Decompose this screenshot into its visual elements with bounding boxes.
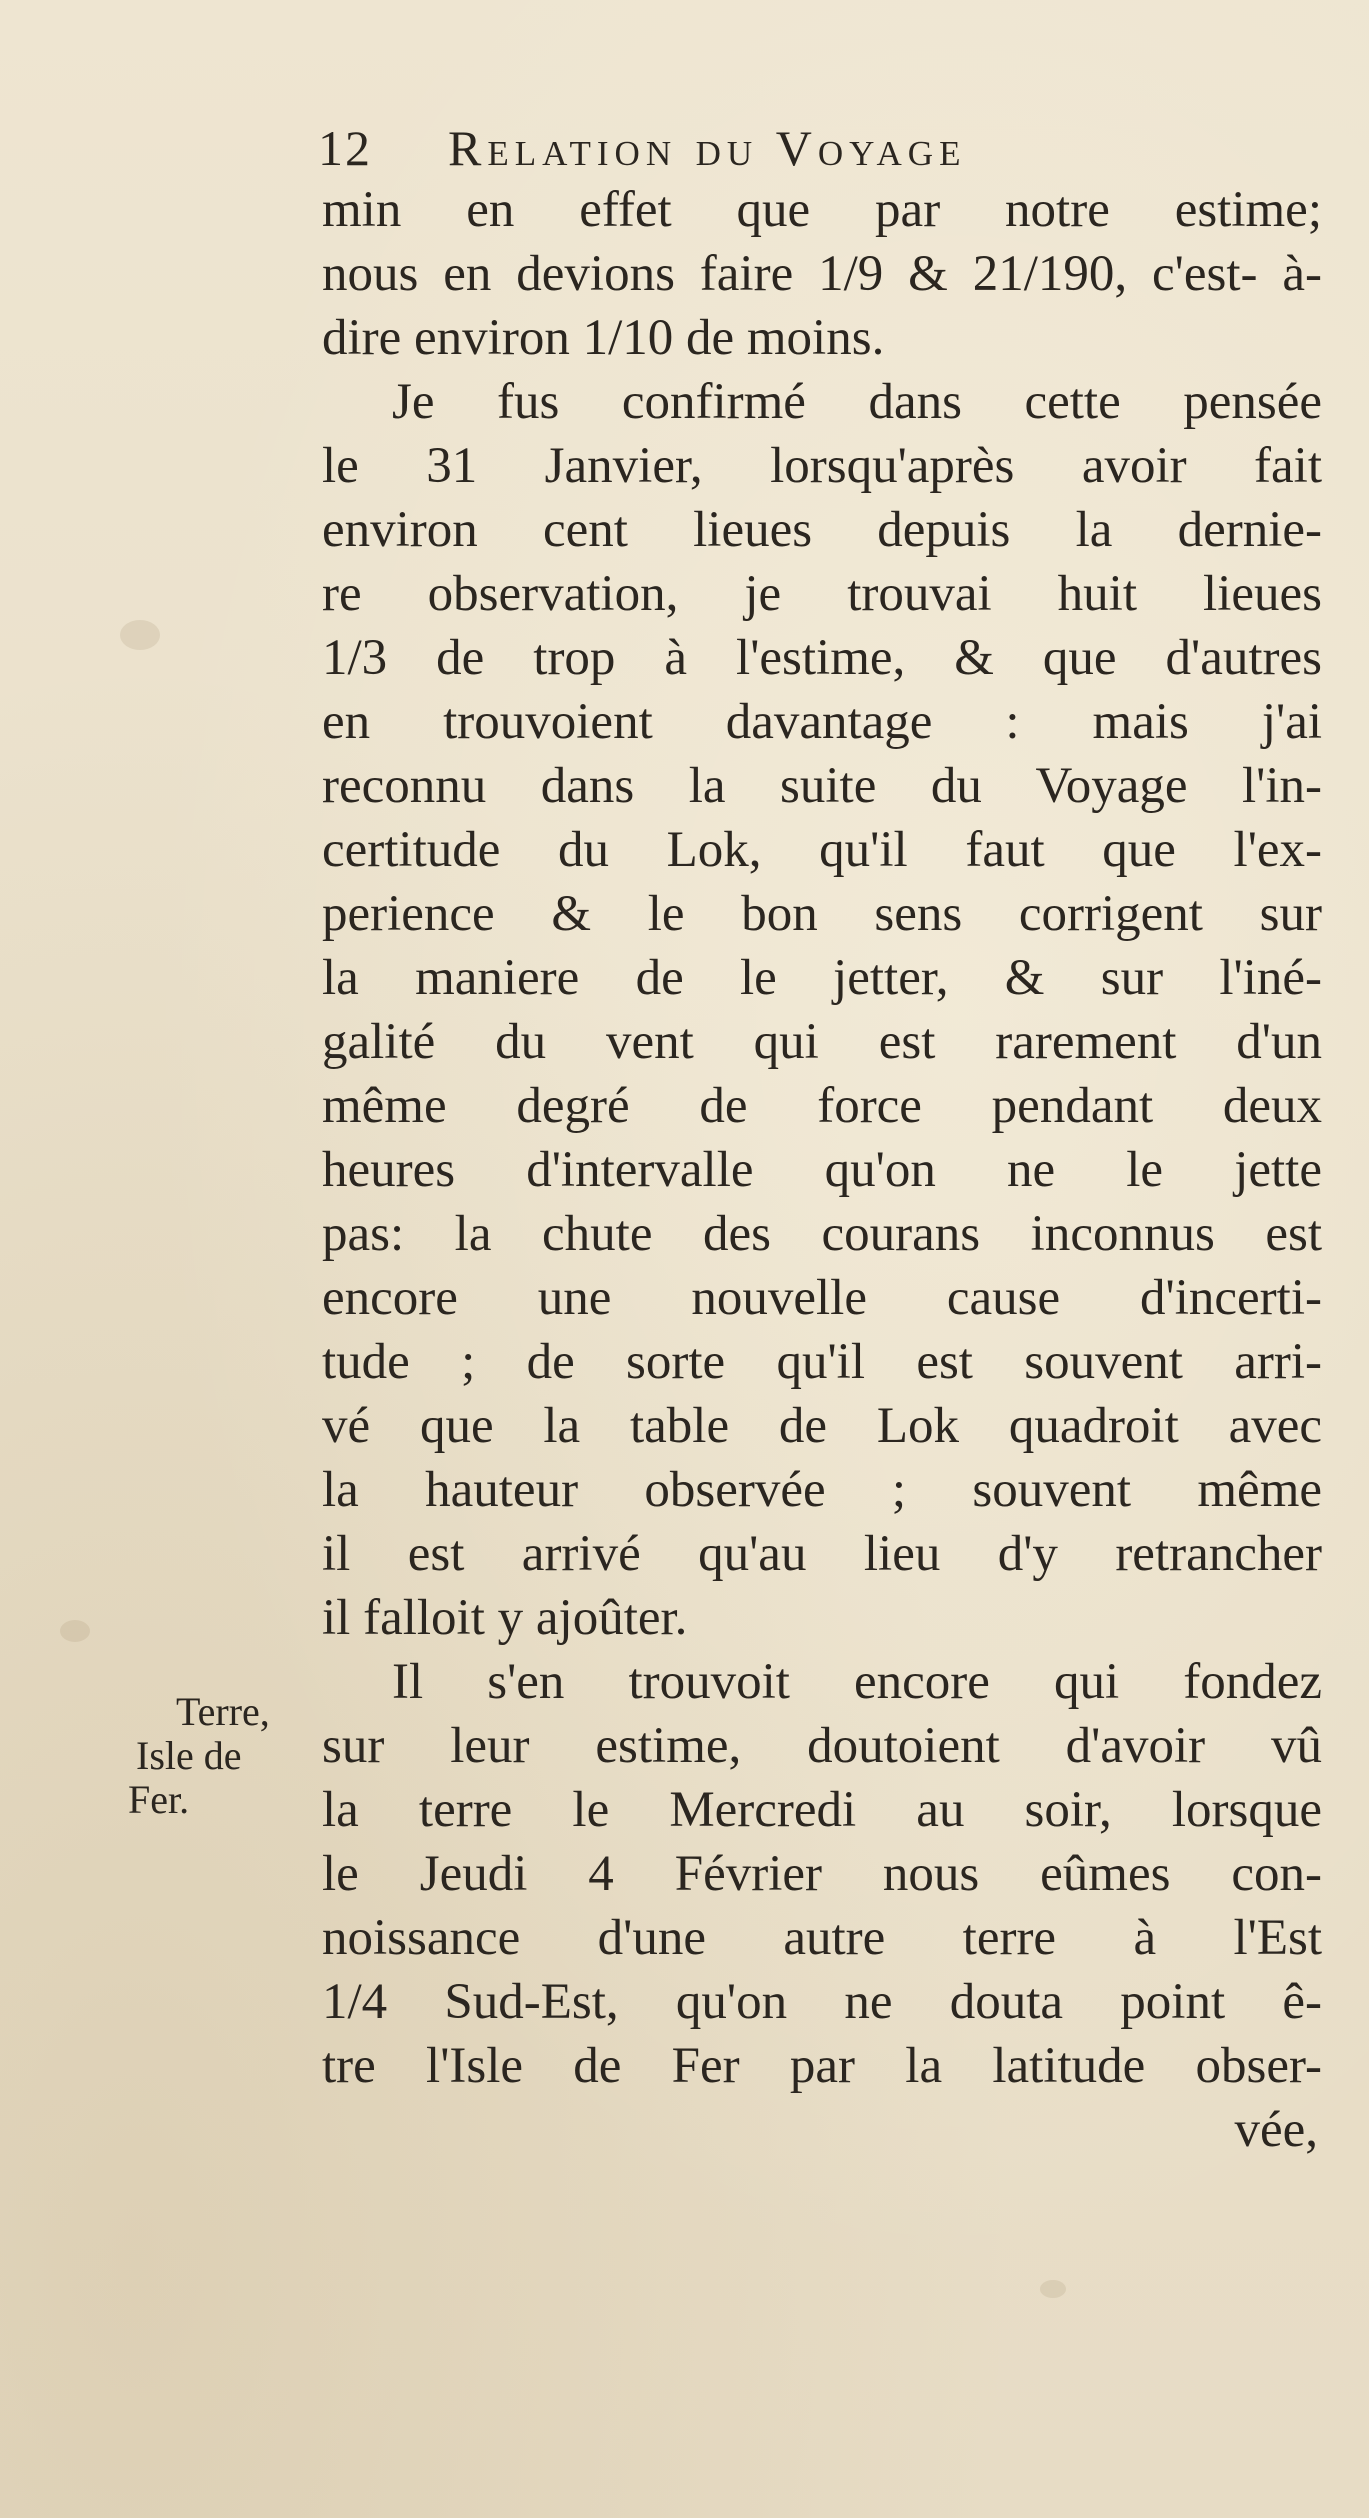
text-line: tre l'Isle de Fer par la latitude obser- — [322, 2038, 1322, 2094]
text-line: vé que la table de Lok quadroit avec — [322, 1398, 1322, 1454]
text-line: perience & le bon sens corrigent sur — [322, 886, 1322, 942]
text-line: certitude du Lok, qu'il faut que l'ex- — [322, 822, 1322, 878]
text-line: re observation, je trouvai huit lieues — [322, 566, 1322, 622]
paper-stain — [60, 1620, 90, 1642]
page-number: 12 — [318, 120, 372, 176]
text-line: il est arrivé qu'au lieu d'y retrancher — [322, 1526, 1322, 1582]
marginal-note-line: Isle de — [136, 1733, 242, 1778]
text-line: la maniere de le jetter, & sur l'iné- — [322, 950, 1322, 1006]
running-head — [318, 118, 1218, 178]
text-line: en trouvoient davantage : mais j'ai — [322, 694, 1322, 750]
text-line: nous en devions faire 1/9 & 21/190, c'est- à- — [322, 246, 1322, 302]
text-line: galité du vent qui est rarement d'un — [322, 1014, 1322, 1070]
text-line: sur leur estime, doutoient d'avoir vû — [322, 1718, 1322, 1774]
paragraph-start-line: Il s'en trouvoit encore qui fondez — [392, 1654, 1322, 1710]
text-line: heures d'intervalle qu'on ne le jette — [322, 1142, 1322, 1198]
marginal-note — [128, 1690, 318, 1822]
text-line: tude ; de sorte qu'il est souvent arri- — [322, 1334, 1322, 1390]
text-line: environ cent lieues depuis la dernie- — [322, 502, 1322, 558]
text-line: il falloit y ajoûter. — [322, 1590, 688, 1646]
running-title: Relation du Voyage — [448, 120, 967, 176]
text-line: la terre le Mercredi au soir, lorsque — [322, 1782, 1322, 1838]
marginal-note-line: Terre, — [176, 1689, 270, 1734]
paragraph-start-line: Je fus confirmé dans cette pensée — [392, 374, 1322, 430]
text-line: noissance d'une autre terre à l'Est — [322, 1910, 1322, 1966]
paper-stain — [120, 620, 160, 650]
text-line: 1/3 de trop à l'estime, & que d'autres — [322, 630, 1322, 686]
text-line: reconnu dans la suite du Voyage l'in- — [322, 758, 1322, 814]
text-line: encore une nouvelle cause d'incerti- — [322, 1270, 1322, 1326]
text-line: le Jeudi 4 Février nous eûmes con- — [322, 1846, 1322, 1902]
text-line: 1/4 Sud-Est, qu'on ne douta point ê- — [322, 1974, 1322, 2030]
marginal-note-line: Fer. — [128, 1777, 190, 1822]
text-line: min en effet que par notre estime; — [322, 182, 1322, 238]
text-line: dire environ 1/10 de moins. — [322, 310, 885, 366]
paper-stain — [1040, 2280, 1066, 2298]
text-line: la hauteur observée ; souvent même — [322, 1462, 1322, 1518]
body-text — [322, 178, 1322, 2162]
text-line: même degré de force pendant deux — [322, 1078, 1322, 1134]
catchword: vée, — [1234, 2102, 1318, 2158]
text-line: pas: la chute des courans inconnus est — [322, 1206, 1322, 1262]
text-line: le 31 Janvier, lorsqu'après avoir fait — [322, 438, 1322, 494]
